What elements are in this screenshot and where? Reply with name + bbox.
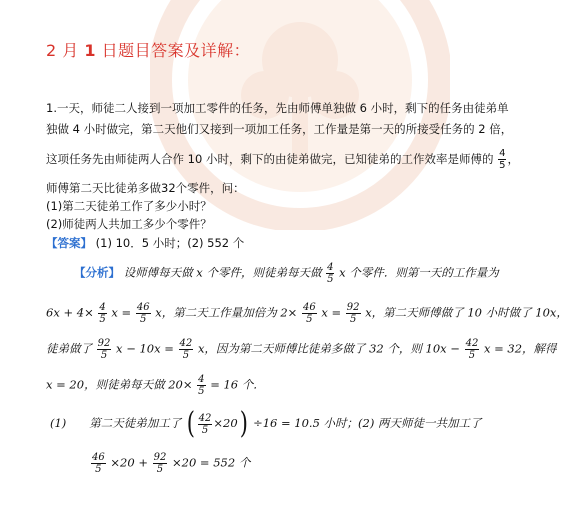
answer-label: 【答案】 [46,236,92,250]
heading-day: 1 [84,41,97,60]
problem-line-4: 师傅第二天比徒弟多做32个零件，问： [46,181,245,195]
analysis-line-6: $\frac{46}{5}$ ×20 + $\frac{92}{5}$ ×20 = 552 个 [92,452,251,475]
right-paren: ) [239,406,248,441]
heading-month: 2 月 [46,41,79,60]
answer-line [46,235,244,251]
analysis-line-5: (1) 第二天徒弟加工了 ( $\frac{42}{5}$ ×20) ÷16 = 10.5 小时；(2) 两天师徒一共加工了 [50,406,482,441]
analysis-line-4: x = 20，则徒弟每天做 20× $\frac{4}{5}$ = 16 个． [46,374,265,397]
problem-line-3: 这项任务先由师徒两人合作 10 小时，剩下的由徒弟做完，已知徒弟的工作效率是师傅的 $\frac{4}{5}$ ， [46,148,519,171]
answer-text: (1) 10．5 小时；(2) 552 个 [95,236,245,250]
heading-suffix: 日题目答案及详解： [96,41,251,60]
question-2: (2)师徒两人共加工多少个零件？ [46,217,212,231]
analysis-line-3: 徒弟做了 $\frac{92}{5}$ x − 10x = $\frac{42}{5}$ x，因为第二天师傅比徒弟多做了 32 个，则 10x − $\frac{42}{5}$ x = 32，解得 [46,338,557,361]
question-1: (1)第二天徒弟工作了多少小时？ [46,199,212,213]
problem-line-1: 1.一天，师徒二人接到一项加工零件的任务，先由师傅单独做 6 小时，剩下的任务由徒弟单 [46,101,509,115]
analysis-line-2: 6x + 4× $\frac{4}{5}$ x = $\frac{46}{5}$ x，第二天工作量加倍为 2× $\frac{46}{5}$ x = $\frac{92}{5}$ x，第二天师傅做了 10 小时做了 10x， [46,302,568,325]
analysis-label: 【分析】 [74,265,120,280]
left-paren: ( [186,406,195,441]
fraction-four-fifths: $\frac{4}{5}$ [499,148,506,171]
page-title [46,38,250,61]
analysis-line-1: 【分析】 设师傅每天做 x 个零件，则徒弟每天做 $\frac{4}{5}$ x 个零件．则第一天的工作量为 [74,262,499,285]
problem-line-2: 独做 4 小时做完，第二天他们又接到一项加工任务，工作量是第一天的所接受任务的 2 倍， [46,122,513,136]
